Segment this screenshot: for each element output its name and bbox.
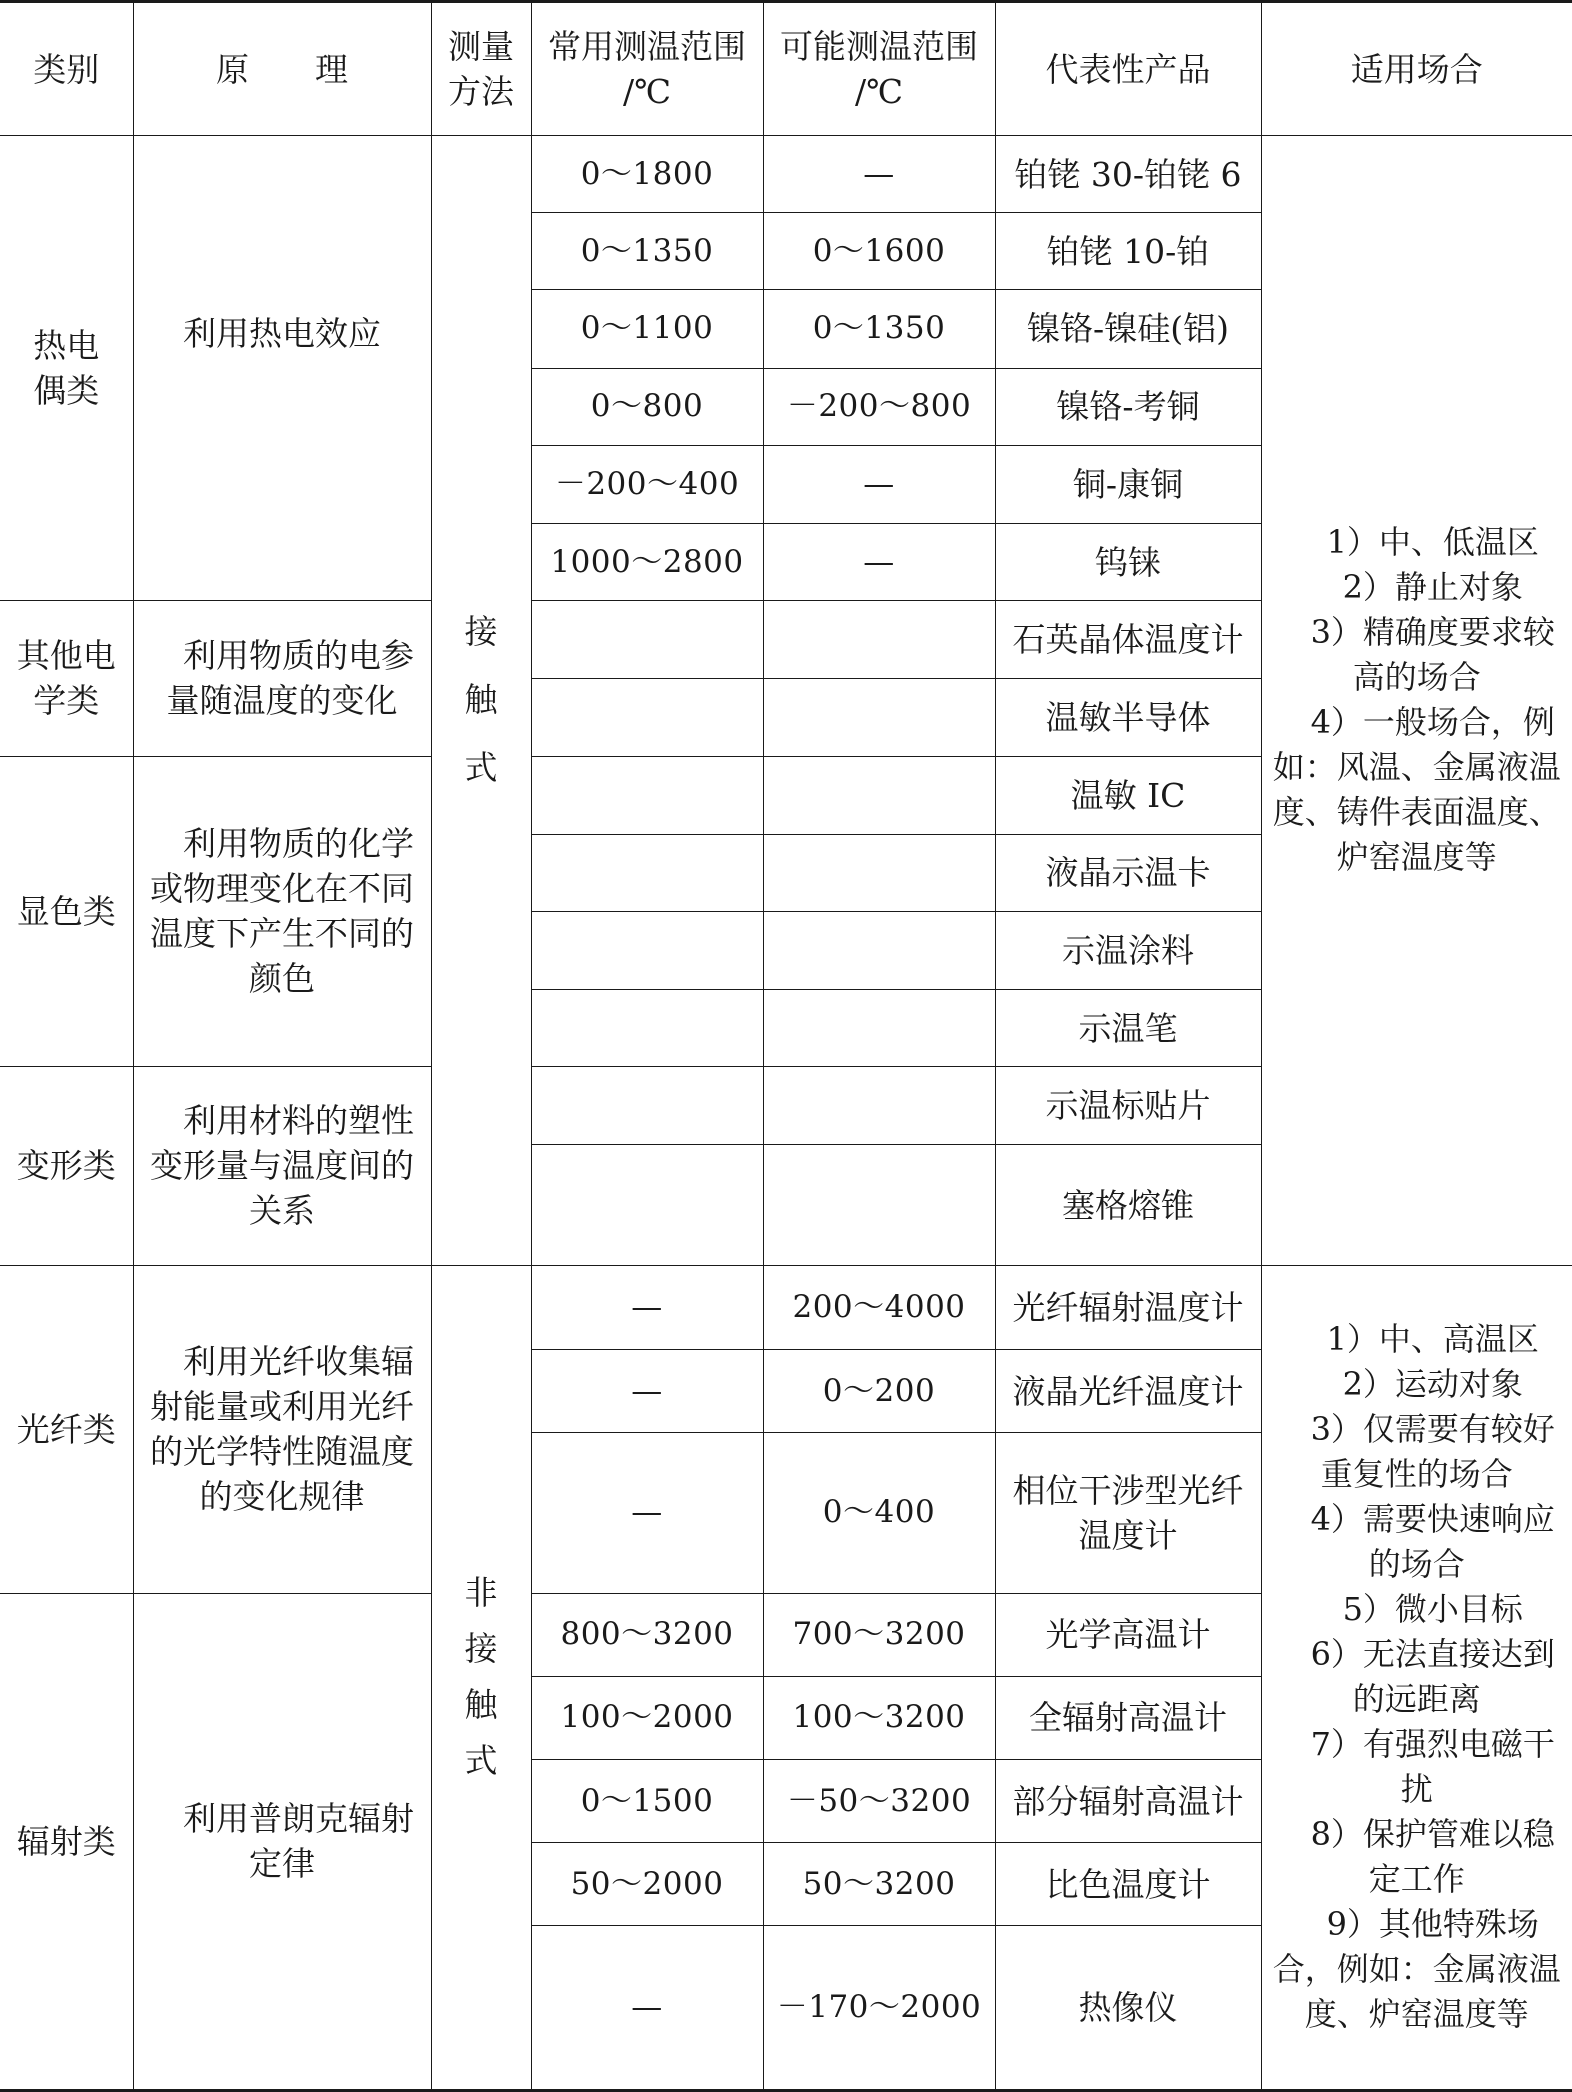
product-cell: 热像仪 — [995, 1926, 1261, 2091]
application-cell — [1261, 1265, 1572, 2090]
application-item: 3）精确度要求较高的场合 — [1310, 613, 1555, 697]
product-cell: 示温笔 — [995, 990, 1261, 1067]
possible-range-cell — [763, 679, 995, 756]
common-range-cell — [531, 756, 763, 834]
method-char: 接 — [464, 1629, 498, 1669]
product-cell: 光学高温计 — [995, 1593, 1261, 1676]
application-cell — [1261, 136, 1572, 1266]
header-method — [431, 2, 531, 136]
application-item: 1）中、高温区 — [1326, 1320, 1539, 1359]
common-range-cell — [531, 990, 763, 1067]
common-range-cell: －200～400 — [531, 445, 763, 523]
possible-range-cell — [763, 1067, 995, 1145]
product-cell: 液晶示温卡 — [995, 834, 1261, 911]
application-item: 3）仅需要有较好重复性的场合 — [1310, 1410, 1555, 1494]
product-cell: 塞格熔锥 — [995, 1145, 1261, 1265]
product-cell: 镍铬-考铜 — [995, 368, 1261, 445]
possible-range-cell: －170～2000 — [763, 1926, 995, 2091]
method-char: 非 — [464, 1573, 498, 1613]
product-cell: 全辐射高温计 — [995, 1676, 1261, 1759]
product-line2: 温度计 — [1078, 1515, 1178, 1555]
common-range-cell: 0～1500 — [531, 1759, 763, 1842]
possible-range-cell: — — [763, 136, 995, 213]
common-range-cell: 100～2000 — [531, 1676, 763, 1759]
application-item: 2）静止对象 — [1342, 568, 1523, 607]
principle-text: 利用物质的化学或物理变化在不同温度下产生不同的颜色 — [150, 824, 414, 999]
possible-range-cell: 0～1350 — [763, 290, 995, 368]
product-cell: 示温标贴片 — [995, 1067, 1261, 1145]
principle-text: 利用物质的电参量随温度的变化 — [166, 636, 414, 721]
application-item: 6）无法直接达到的远距离 — [1310, 1635, 1555, 1719]
header-application: 适用场合 — [1261, 2, 1572, 136]
common-range-cell — [531, 1067, 763, 1145]
method-cell — [431, 136, 531, 1266]
principle-cell — [133, 1067, 431, 1265]
product-cell: 温敏 IC — [995, 756, 1261, 834]
application-item: 7）有强烈电磁干扰 — [1310, 1725, 1555, 1809]
category-label-line2: 偶类 — [33, 371, 100, 411]
header-method-line1: 测量 — [448, 27, 514, 66]
principle-cell — [133, 1265, 431, 1593]
header-common-range — [531, 2, 763, 136]
product-cell: 示温涂料 — [995, 911, 1261, 989]
common-range-cell: 0～1350 — [531, 213, 763, 290]
application-item: 8）保护管难以稳定工作 — [1310, 1815, 1555, 1899]
category-cell — [0, 136, 133, 601]
principle-cell — [133, 756, 431, 1067]
category-cell: 显色类 — [0, 756, 133, 1067]
category-cell: 光纤类 — [0, 1265, 133, 1593]
common-range-cell — [531, 1145, 763, 1265]
method-char: 触 — [464, 1685, 498, 1725]
application-item: 4）需要快速响应的场合 — [1310, 1500, 1555, 1584]
possible-range-cell — [763, 1145, 995, 1265]
common-range-cell — [531, 911, 763, 989]
possible-range-cell — [763, 911, 995, 989]
category-cell: 辐射类 — [0, 1593, 133, 2090]
possible-range-cell: — — [763, 523, 995, 600]
method-char: 接 — [464, 612, 498, 652]
common-range-cell — [531, 679, 763, 756]
product-cell: 光纤辐射温度计 — [995, 1265, 1261, 1349]
common-range-cell: 800～3200 — [531, 1593, 763, 1676]
application-item: 5）微小目标 — [1342, 1590, 1523, 1629]
possible-range-cell — [763, 990, 995, 1067]
possible-range-cell: 100～3200 — [763, 1676, 995, 1759]
common-range-cell: 0～800 — [531, 368, 763, 445]
principle-text: 利用光纤收集辐射能量或利用光纤的光学特性随温度的变化规律 — [150, 1342, 414, 1517]
header-category: 类别 — [0, 2, 133, 136]
possible-range-cell: 200～4000 — [763, 1265, 995, 1349]
application-item: 9）其他特殊场合，例如：金属液温度、炉窑温度等 — [1272, 1905, 1561, 2034]
product-cell: 液晶光纤温度计 — [995, 1349, 1261, 1432]
product-cell — [995, 1433, 1261, 1593]
principle-text: 利用材料的塑性变形量与温度间的关系 — [150, 1101, 414, 1231]
application-item: 4）一般场合，例如：风温、金属液温度、铸件表面温度、炉窑温度等 — [1272, 703, 1561, 877]
product-cell: 钨铼 — [995, 523, 1261, 600]
possible-range-cell — [763, 834, 995, 911]
application-item: 1）中、低温区 — [1326, 523, 1539, 562]
principle-text: 利用普朗克辐射定律 — [183, 1799, 414, 1884]
common-range-cell — [531, 834, 763, 911]
method-char: 式 — [464, 748, 498, 788]
common-range-cell: — — [531, 1926, 763, 2091]
common-range-cell: 50～2000 — [531, 1843, 763, 1926]
possible-range-cell: 700～3200 — [763, 1593, 995, 1676]
header-principle: 原 理 — [133, 2, 431, 136]
common-range-cell: — — [531, 1433, 763, 1593]
possible-range-cell: －200～800 — [763, 368, 995, 445]
principle-cell — [133, 136, 431, 601]
header-possible-range-line2: /℃ — [854, 72, 904, 111]
product-cell: 比色温度计 — [995, 1843, 1261, 1926]
product-cell: 温敏半导体 — [995, 679, 1261, 756]
product-cell: 石英晶体温度计 — [995, 601, 1261, 679]
application-item: 2）运动对象 — [1342, 1365, 1523, 1404]
possible-range-cell: — — [763, 445, 995, 523]
possible-range-cell: 0～400 — [763, 1433, 995, 1593]
principle-cell — [133, 1593, 431, 2090]
header-method-line2: 方法 — [448, 72, 514, 111]
common-range-cell: — — [531, 1349, 763, 1432]
method-char: 触 — [464, 680, 498, 720]
product-line1: 相位干涉型光纤 — [1012, 1470, 1244, 1510]
product-cell: 铂铑 10-铂 — [995, 213, 1261, 290]
header-common-range-line1: 常用测温范围 — [548, 27, 746, 66]
header-possible-range-line1: 可能测温范围 — [780, 27, 978, 66]
product-cell: 铂铑 30-铂铑 6 — [995, 136, 1261, 213]
product-cell: 部分辐射高温计 — [995, 1759, 1261, 1842]
header-possible-range — [763, 2, 995, 136]
common-range-cell — [531, 601, 763, 679]
common-range-cell: 0～1800 — [531, 136, 763, 213]
table-row — [0, 136, 1572, 213]
possible-range-cell: 0～1600 — [763, 213, 995, 290]
possible-range-cell: 0～200 — [763, 1349, 995, 1432]
common-range-cell: 0～1100 — [531, 290, 763, 368]
header-row — [0, 2, 1572, 136]
method-cell — [431, 1265, 531, 2090]
method-char: 式 — [464, 1741, 498, 1781]
possible-range-cell — [763, 756, 995, 834]
product-cell: 铜-康铜 — [995, 445, 1261, 523]
header-product: 代表性产品 — [995, 2, 1261, 136]
header-common-range-line2: /℃ — [622, 72, 672, 111]
table-row — [0, 1265, 1572, 1349]
common-range-cell: — — [531, 1265, 763, 1349]
possible-range-cell: 50～3200 — [763, 1843, 995, 1926]
category-label-line2: 学类 — [33, 681, 100, 721]
category-label-line1: 热电 — [33, 326, 100, 366]
category-cell: 变形类 — [0, 1067, 133, 1265]
common-range-cell: 1000～2800 — [531, 523, 763, 600]
possible-range-cell — [763, 601, 995, 679]
category-cell — [0, 601, 133, 756]
possible-range-cell: －50～3200 — [763, 1759, 995, 1842]
product-cell: 镍铬-镍硅(铝) — [995, 290, 1261, 368]
category-label-line1: 其他电 — [16, 636, 116, 676]
principle-text: 利用热电效应 — [183, 313, 381, 353]
principle-cell — [133, 601, 431, 756]
